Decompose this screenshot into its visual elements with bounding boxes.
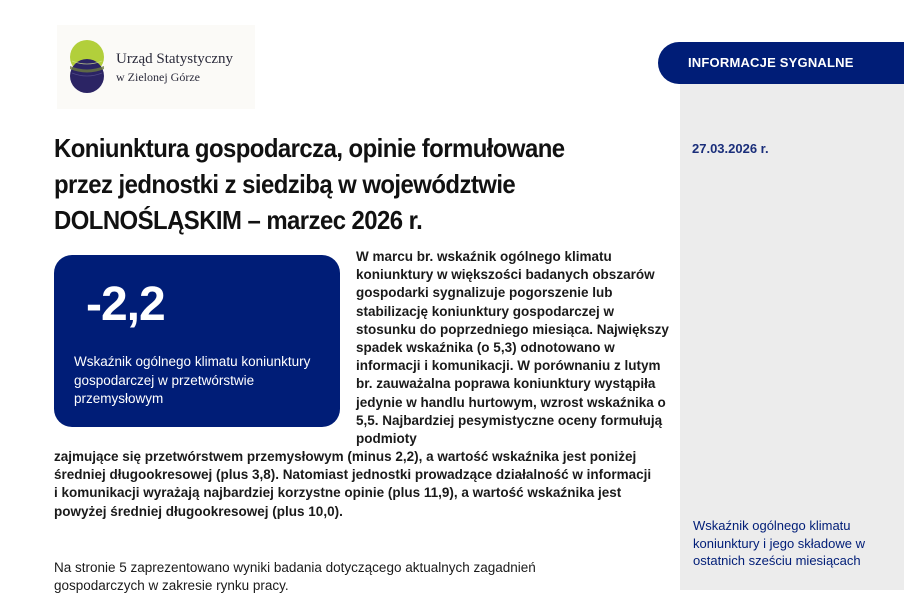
kpi-label: Wskaźnik ogólnego klimatu koniunktury gospodarczej w przetwórstwie przemysłowym bbox=[74, 354, 311, 406]
logo bbox=[57, 25, 255, 109]
logo-title: Urząd Statystyczny bbox=[116, 51, 234, 67]
sidebar bbox=[680, 42, 904, 590]
logo-emblem-icon bbox=[69, 39, 105, 95]
kpi-value: -2,2 bbox=[86, 278, 165, 331]
publication-date: 27.03.2026 r. bbox=[692, 141, 769, 156]
body-paragraph-2: Na stronie 5 zaprezentowano wyniki badania dotyczącego aktualnych zagadnień gospodarczych w zakresie rynku pracy. bbox=[54, 559, 536, 593]
body-paragraph-1-continued: zajmujące się przetwórstwem przemysłowym (minus 2,2), a wartość wskaźnika jest poniżej średniej długookresowej (plus 3,8). Natomiast jednostki prowadzące działalność w informacji i komunikacji wyrażają najbardziej korzystne opinie (plus 11,9), a wartość wskaźnika jest powyżej średniej długookresowej (plus 10,0). bbox=[54, 449, 652, 519]
section-badge: INFORMACJE SYGNALNE bbox=[658, 42, 904, 84]
sidebar-caption: Wskaźnik ogólnego klimatu koniunktury i jego składowe w ostatnich sześciu miesiącach bbox=[693, 518, 865, 568]
page-title: Koniunktura gospodarcza, opinie formułowane przez jednostki z siedzibą w województwie DOLNOŚLĄSKIM – marzec 2026 r. bbox=[54, 133, 565, 235]
body-paragraph-1: W marcu br. wskaźnik ogólnego klimatu koniunktury w większości badanych obszarów gospodarki sygnalizuje pogorszenie lub stabilizację koniunktury gospodarczej w stosunku do poprzedniego miesiąca. Największy spadek wskaźnika (o 5,3) odnotowano w informacji i komunikacji. W porównaniu z lutym br. zauważalna poprawa koniunktury wystąpiła jedynie w handlu hurtowym, wzrost wskaźnika o 5,5. Najbardziej pesymistyczne oceny formułują podmioty bbox=[356, 249, 669, 447]
kpi-card bbox=[54, 255, 340, 427]
logo-subtitle: w Zielonej Górze bbox=[116, 70, 200, 84]
